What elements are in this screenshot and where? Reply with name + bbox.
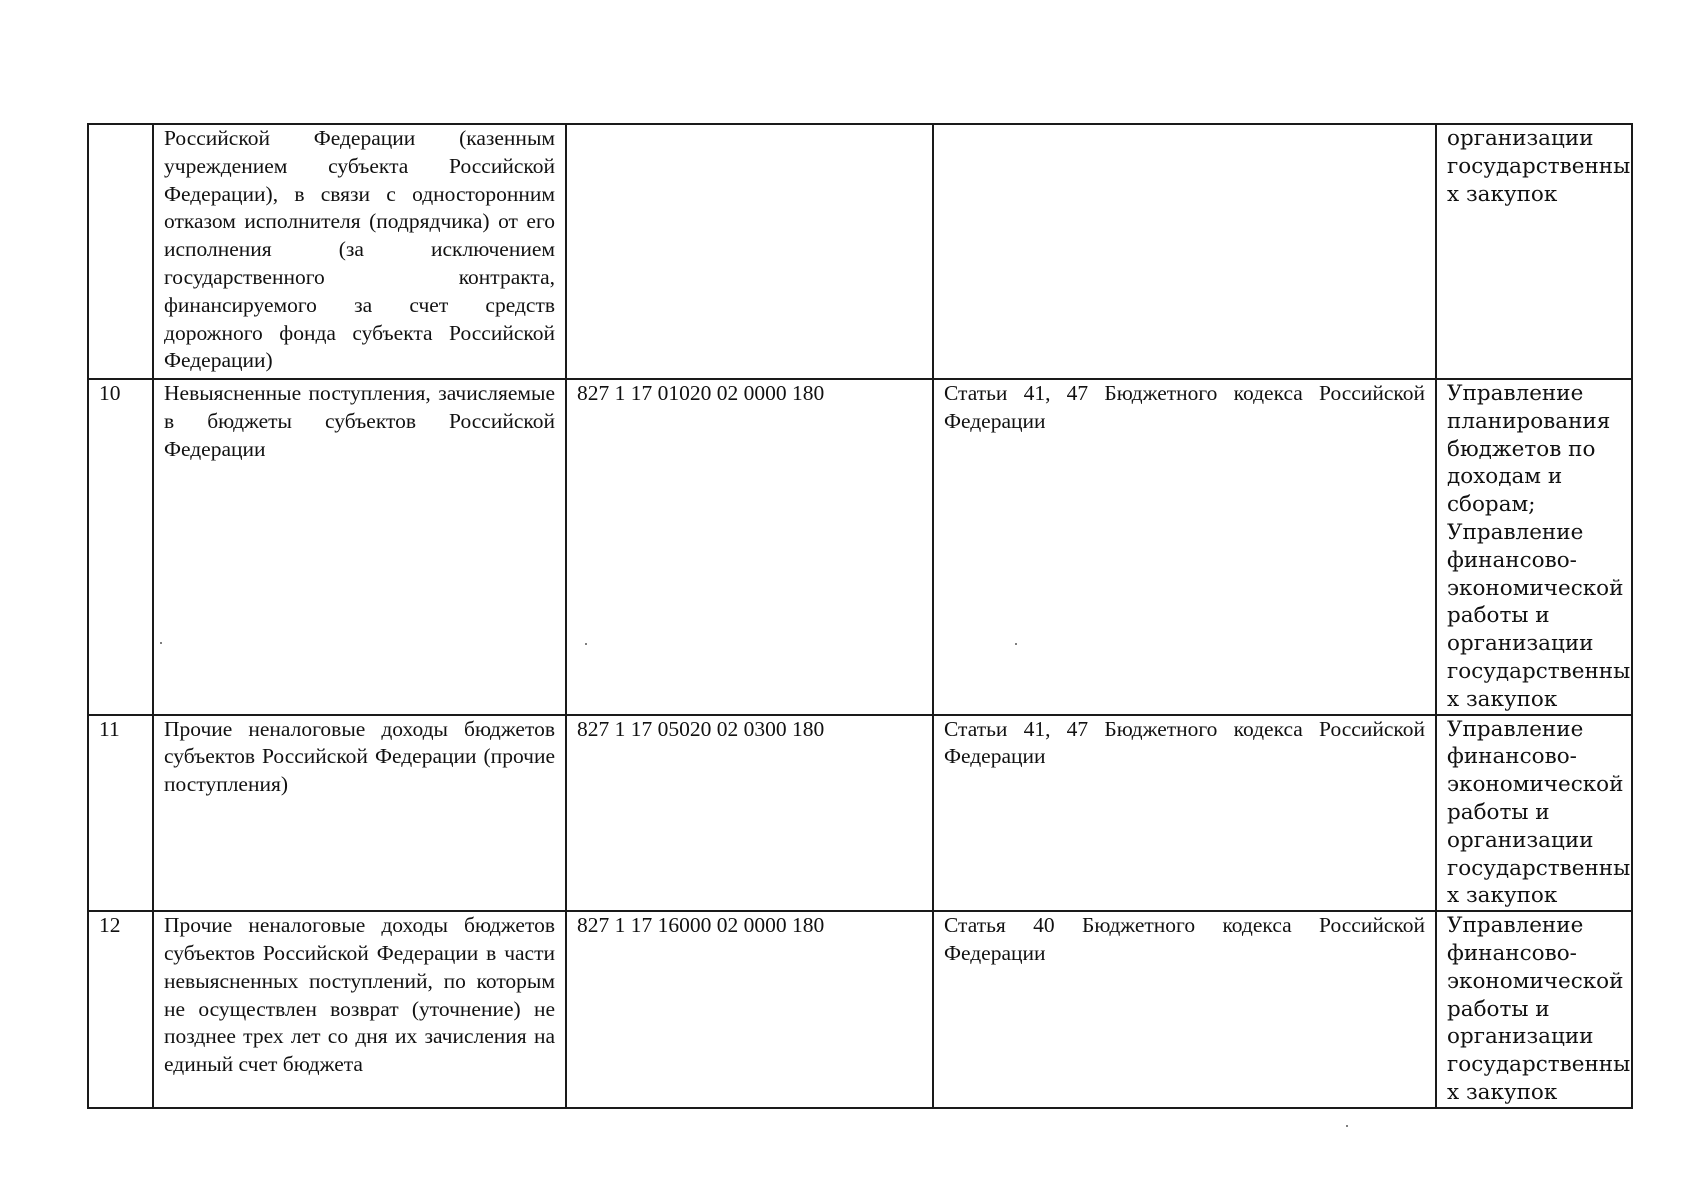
revenue-name: Прочие неналоговые доходы бюджетов субъектов Российской Федерации (прочие поступления)	[153, 715, 566, 912]
budget-code: 827 1 17 05020 02 0300 180	[566, 715, 933, 912]
row-number: 12	[88, 911, 153, 1108]
scan-speck	[1015, 643, 1017, 645]
legal-basis: Статьи 41, 47 Бюджетного кодекса Российской Федерации	[933, 379, 1436, 715]
legal-basis: Статья 40 Бюджетного кодекса Российской Федерации	[933, 911, 1436, 1108]
responsible-dept: организации государственны х закупок	[1436, 124, 1632, 379]
table-row	[88, 715, 1632, 912]
table-row	[88, 379, 1632, 715]
scan-speck	[585, 643, 587, 645]
budget-code	[566, 124, 933, 379]
row-number	[88, 124, 153, 379]
row-number: 11	[88, 715, 153, 912]
scan-speck	[1346, 1125, 1348, 1127]
responsible-dept: Управление финансово-экономической работы и организации государственны х закупок	[1436, 911, 1632, 1108]
budget-code: 827 1 17 01020 02 0000 180	[566, 379, 933, 715]
row-number: 10	[88, 379, 153, 715]
legal-basis: Статьи 41, 47 Бюджетного кодекса Российской Федерации	[933, 715, 1436, 912]
budget-code: 827 1 17 16000 02 0000 180	[566, 911, 933, 1108]
responsible-dept: Управление планирования бюджетов по доходам и сборам; Управление финансово-экономической работы и организации государственны х закупок	[1436, 379, 1632, 715]
revenue-name: Российской Федерации (казенным учреждением субъекта Российской Федерации), в связи с односторонним отказом исполнителя (подрядчика) от его исполнения (за исключением государственного контракта, финансируемого за счет средств дорожного фонда субъекта Российской Федерации)	[153, 124, 566, 379]
revenue-name: Прочие неналоговые доходы бюджетов субъектов Российской Федерации в части невыясненных поступлений, по которым не осуществлен возврат (уточнение) не позднее трех лет со дня их зачисления на единый счет бюджета	[153, 911, 566, 1108]
responsible-dept: Управление финансово-экономической работы и организации государственны х закупок	[1436, 715, 1632, 912]
revenue-name: Невыясненные поступления, зачисляемые в бюджеты субъектов Российской Федерации	[153, 379, 566, 715]
table-row	[88, 124, 1632, 379]
legal-basis	[933, 124, 1436, 379]
table-row	[88, 911, 1632, 1108]
scan-speck	[160, 642, 162, 644]
revenue-table	[87, 123, 1633, 1109]
